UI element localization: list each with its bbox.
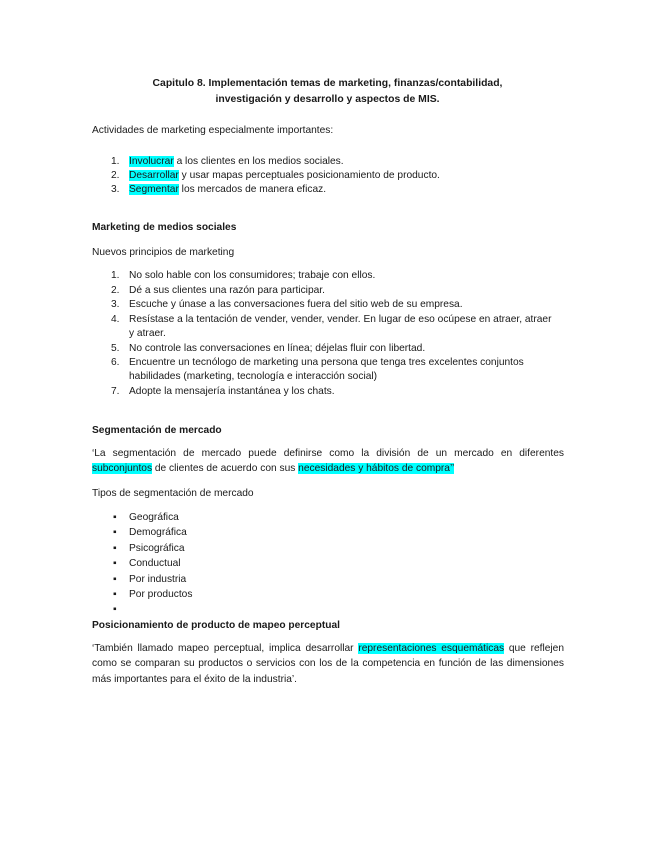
- list-text: Conductual: [129, 558, 181, 569]
- highlighted-term: representaciones esquemáticas: [358, 643, 505, 654]
- segmentation-definition: ‘La segmentación de mercado puede definirse como la división de un mercado en diferentes subconjuntos de clientes de acuerdo con sus necesidades y hábitos de compra’’: [92, 448, 564, 475]
- activities-intro: Actividades de marketing especialmente importantes:: [92, 125, 334, 136]
- list-number: 4.: [111, 314, 120, 325]
- list-text-continuation: habilidades (marketing, tecnología e interacción social): [129, 371, 378, 382]
- bullet-marker: ▪: [113, 558, 117, 569]
- highlighted-term: subconjuntos: [92, 463, 153, 475]
- bullet-marker: ▪: [113, 589, 117, 600]
- bullet-marker: ▪: [113, 512, 117, 523]
- highlighted-term: Involucrar: [129, 156, 174, 167]
- list-text: Resístase a la tentación de vender, vender, vender. En lugar de eso ocúpese en atraer, atraer: [129, 314, 552, 325]
- highlighted-term: Desarrollar: [129, 170, 179, 181]
- list-text: No solo hable con los consumidores; trabaje con ellos.: [129, 270, 376, 281]
- list-number: 7.: [111, 386, 120, 397]
- social-subheading: Nuevos principios de marketing: [92, 247, 235, 258]
- list-text: Demográfica: [129, 527, 187, 538]
- list-text-continuation: y atraer.: [129, 328, 166, 339]
- list-number: 3.: [111, 184, 120, 195]
- section-heading-segmentation: Segmentación de mercado: [92, 425, 222, 436]
- positioning-definition: ‘También llamado mapeo perceptual, implica desarrollar representaciones esquemáticas que reflejen como se comparan su productos o servicios con los de la competencia en función de las dimensiones más importantes para el éxito de la industria’.: [92, 643, 565, 685]
- list-text: Geográfica: [129, 512, 179, 523]
- list-text: Psicográfica: [129, 543, 185, 554]
- bullet-marker: ▪: [113, 543, 117, 554]
- bullet-marker: ▪: [113, 604, 117, 615]
- list-text: Por productos: [129, 589, 193, 600]
- segmentation-types-intro: Tipos de segmentación de mercado: [92, 488, 254, 499]
- list-number: 2.: [111, 285, 120, 296]
- list-number: 5.: [111, 343, 120, 354]
- list-text: Adopte la mensajería instantánea y los chats.: [129, 386, 335, 397]
- list-number: 3.: [111, 299, 120, 310]
- list-number: 1.: [111, 156, 120, 167]
- list-number: 6.: [111, 357, 120, 368]
- list-text: Por industria: [129, 574, 187, 585]
- list-text: No controle las conversaciones en línea; déjelas fluir con libertad.: [129, 343, 426, 354]
- list-text: Dé a sus clientes una razón para participar.: [129, 285, 325, 296]
- section-heading-positioning: Posicionamiento de producto de mapeo perceptual: [92, 620, 340, 631]
- highlighted-term: necesidades y hábitos de compra’’: [298, 463, 455, 475]
- list-text: los mercados de manera eficaz.: [178, 184, 327, 195]
- list-text: Encuentre un tecnólogo de marketing una persona que tenga tres excelentes conjuntos: [129, 357, 524, 368]
- page-title-line-2: investigación y desarrollo y aspectos de MIS.: [215, 94, 440, 105]
- list-number: 1.: [111, 270, 120, 281]
- section-heading-social: Marketing de medios sociales: [92, 222, 237, 233]
- page-title-line-1: Capitulo 8. Implementación temas de marketing, finanzas/contabilidad,: [152, 78, 503, 89]
- highlighted-term: Segmentar: [129, 184, 179, 195]
- list-text: a los clientes en los medios sociales.: [173, 156, 344, 167]
- list-text: y usar mapas perceptuales posicionamiento de producto.: [178, 170, 440, 181]
- bullet-marker: ▪: [113, 527, 117, 538]
- list-number: 2.: [111, 170, 120, 181]
- bullet-marker: ▪: [113, 574, 117, 585]
- list-text: Escuche y únase a las conversaciones fuera del sitio web de su empresa.: [129, 299, 463, 310]
